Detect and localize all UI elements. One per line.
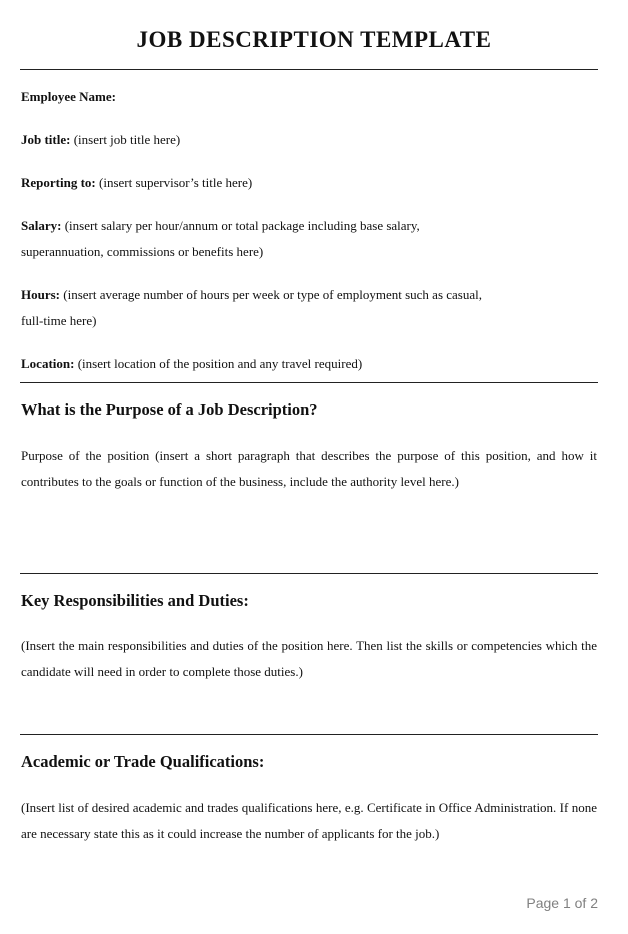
divider	[20, 573, 598, 574]
page-indicator: Page 1 of 2	[526, 895, 598, 911]
divider	[20, 69, 598, 70]
location-label: Location:	[21, 356, 75, 371]
responsibilities-paragraph: (Insert the main responsibilities and duties of the position here. Then list the skills or competencies which the candidate will need in order to complete those duties.)	[21, 638, 597, 679]
qualifications-heading: Academic or Trade Qualifications:	[21, 752, 265, 771]
hours-value: (insert average number of hours per week or type of employment such as casual,	[63, 287, 482, 302]
hours-label: Hours:	[21, 287, 60, 302]
reporting-to-field	[21, 175, 252, 191]
divider	[20, 382, 598, 383]
reporting-to-label: Reporting to:	[21, 175, 96, 190]
qualifications-paragraph: (Insert list of desired academic and trades qualifications here, e.g. Certificate in Office Administration. If none are necessary state this as it could increase the number of applicants for the job.)	[21, 800, 597, 841]
location-field	[21, 356, 362, 372]
hours-value-continued: full-time here)	[21, 313, 97, 328]
salary-field	[21, 218, 420, 234]
job-title-value: (insert job title here)	[73, 132, 181, 147]
divider	[20, 734, 598, 735]
job-title-label: Job title:	[21, 132, 71, 147]
document-title: JOB DESCRIPTION TEMPLATE	[136, 27, 492, 52]
reporting-to-value: (insert supervisor’s title here)	[99, 175, 253, 190]
purpose-paragraph: Purpose of the position (insert a short paragraph that describes the purpose of this position, and how it contributes to the goals or function of the business, include the authority level here.)	[21, 448, 597, 489]
purpose-heading: What is the Purpose of a Job Description?	[21, 400, 318, 419]
employee-name-field	[21, 89, 116, 105]
responsibilities-heading: Key Responsibilities and Duties:	[21, 591, 249, 610]
salary-value-continued: superannuation, commissions or benefits here)	[21, 244, 264, 259]
job-title-field	[21, 132, 180, 148]
location-value: (insert location of the position and any travel required)	[77, 356, 363, 371]
salary-label: Salary:	[21, 218, 62, 233]
employee-name-label: Employee Name:	[21, 89, 116, 104]
hours-field	[21, 287, 482, 303]
salary-value: (insert salary per hour/annum or total package including base salary,	[64, 218, 420, 233]
